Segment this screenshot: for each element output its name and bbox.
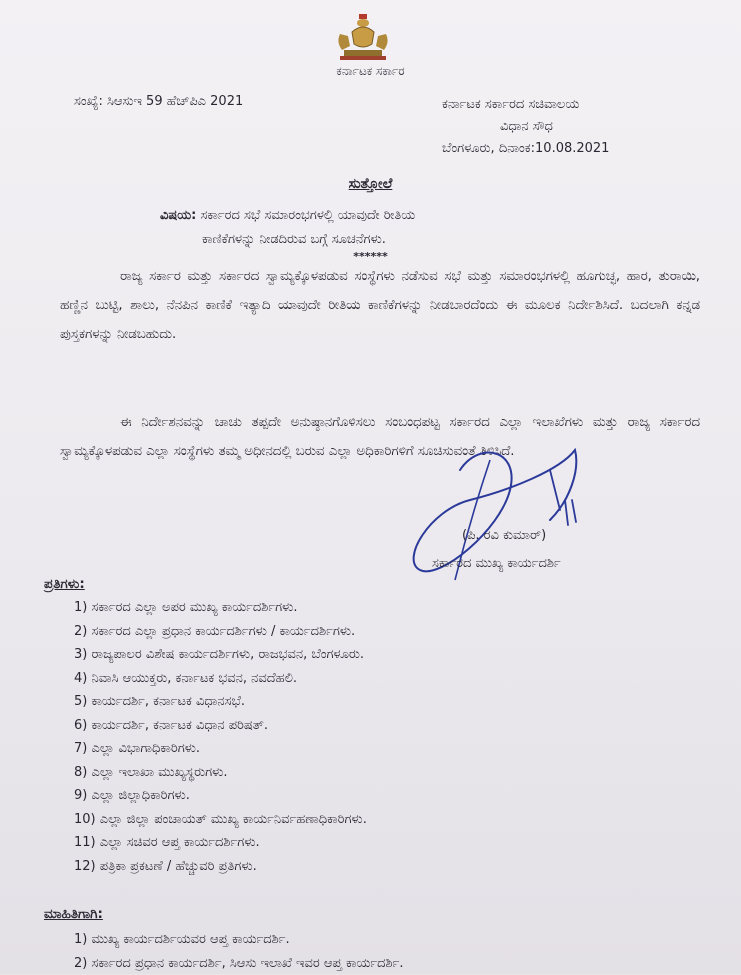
- list-item: 1) ಮುಖ್ಯ ಕಾರ್ಯದರ್ಶಿಯವರ ಆಪ್ತ ಕಾರ್ಯದರ್ಶಿ.: [74, 928, 404, 952]
- separator: ******: [0, 250, 741, 263]
- signatory-designation: ಸರ್ಕಾರದ ಮುಖ್ಯ ಕಾರ್ಯದರ್ಶಿ: [432, 556, 561, 571]
- address-line: ಬೆಂಗಳೂರು, ದಿನಾಂಕ:10.08.2021: [442, 138, 609, 160]
- subject-line-2: ಕಾಣಿಕೆಗಳನ್ನು ನೀಡದಿರುವ ಬಗ್ಗೆ ಸೂಚನೆಗಳು.: [160, 228, 620, 252]
- list-item: 5) ಕಾರ್ಯದರ್ಶಿ, ಕರ್ನಾಟಕ ವಿಧಾನಸಭೆ.: [74, 690, 367, 714]
- list-item: 10) ಎಲ್ಲಾ ಜಿಲ್ಲಾ ಪಂಚಾಯತ್ ಮುಖ್ಯ ಕಾರ್ಯನಿರ್ವಹಣಾಧಿಕಾರಿಗಳು.: [74, 808, 367, 832]
- paragraph-text: ಈ ನಿರ್ದೇಶನವನ್ನು ಚಾಚು ತಪ್ಪದೇ ಅನುಷ್ಠಾನಗೊಳಿಸಲು ಸಂಬಂಧಪಟ್ಟ ಸರ್ಕಾರದ ಎಲ್ಲಾ ಇಲಾಖೆಗಳು ಮತ್ತು ರಾಜ್ಯ ಸರ್ಕಾರದ ಸ್ವಾಮ್ಯಕ್ಕೊಳಪಡುವ ಎಲ್ಲಾ ಸಂಸ್ಥೆಗಳು ತಮ್ಮ ಅಧೀನದಲ್ಲಿ ಬರುವ ಎಲ್ಲಾ ಅಧಿಕಾರಿಗಳಿಗೆ ಸೂಚಿಸುವಂತೆ ತಿಳಿಸಿದೆ.: [60, 415, 700, 459]
- paragraph-text: ರಾಜ್ಯ ಸರ್ಕಾರ ಮತ್ತು ಸರ್ಕಾರದ ಸ್ವಾಮ್ಯಕ್ಕೊಳಪಡುವ ಸಂಸ್ಥೆಗಳು ನಡೆಸುವ ಸಭೆ ಮತ್ತು ಸಮಾರಂಭಗಳಲ್ಲಿ ಹೂಗುಚ್ಛ, ಹಾರ, ತುರಾಯಿ, ಹಣ್ಣಿನ ಬುಟ್ಟಿ, ಶಾಲು, ನೆನಪಿನ ಕಾಣಿಕೆ ಇತ್ಯಾದಿ ಯಾವುದೇ ರೀತಿಯ ಕಾಣಿಕೆಗಳನ್ನು ನೀಡಬಾರದೆಂದು ಈ ಮೂಲಕ ನಿರ್ದೇಶಿಸಿದೆ. ಬದಲಾಗಿ ಕನ್ನಡ ಪುಸ್ತಕಗಳನ್ನು ನೀಡಬಹುದು.: [60, 269, 700, 342]
- circular-title: ಸುತ್ತೋಲೆ: [0, 176, 741, 192]
- list-item: 2) ಸರ್ಕಾರದ ಎಲ್ಲಾ ಪ್ರಧಾನ ಕಾರ್ಯದರ್ಶಿಗಳು / ಕಾರ್ಯದರ್ಶಿಗಳು.: [74, 620, 367, 644]
- list-item: 3) ರಾಜ್ಯಪಾಲರ ವಿಶೇಷ ಕಾರ್ಯದರ್ಶಿಗಳು, ರಾಜಭವನ, ಬೆಂಗಳೂರು.: [74, 643, 367, 667]
- info-list: [74, 928, 404, 975]
- copies-heading: ಪ್ರತಿಗಳು:: [44, 576, 85, 592]
- handwritten-signature: [400, 430, 600, 610]
- address-line: ವಿಧಾನ ಸೌಧ: [442, 116, 609, 138]
- government-name: ಕರ್ನಾಟಕ ಸರ್ಕಾರ: [0, 64, 741, 79]
- office-address: [442, 94, 609, 160]
- list-item: 4) ನಿವಾಸಿ ಆಯುಕ್ತರು, ಕರ್ನಾಟಕ ಭವನ, ನವದೆಹಲಿ.: [74, 667, 367, 691]
- list-item: 11) ಎಲ್ಲಾ ಸಚಿವರ ಆಪ್ತ ಕಾರ್ಯದರ್ಶಿಗಳು.: [74, 831, 367, 855]
- list-item: 9) ಎಲ್ಲಾ ಜಿಲ್ಲಾಧಿಕಾರಿಗಳು.: [74, 784, 367, 808]
- karnataka-emblem-icon: [330, 14, 396, 62]
- list-item: 12) ಪತ್ರಿಕಾ ಪ್ರಕಟಣೆ / ಹೆಚ್ಚುವರಿ ಪ್ರತಿಗಳು.: [74, 855, 367, 879]
- info-heading: ಮಾಹಿತಿಗಾಗಿ:: [44, 906, 103, 922]
- subject-line-1: ಸರ್ಕಾರದ ಸಭೆ ಸಮಾರಂಭಗಳಲ್ಲಿ ಯಾವುದೇ ರೀತಿಯ: [201, 208, 416, 223]
- reference-number: ಸಂಖ್ಯೆ: ಸಿಆಸುಇ 59 ಹೆಚ್‌ಪಿಎ 2021: [74, 94, 243, 109]
- list-item: 8) ಎಲ್ಲಾ ಇಲಾಖಾ ಮುಖ್ಯಸ್ಥರುಗಳು.: [74, 761, 367, 785]
- list-item: 1) ಸರ್ಕಾರದ ಎಲ್ಲಾ ಅಪರ ಮುಖ್ಯ ಕಾರ್ಯದರ್ಶಿಗಳು.: [74, 596, 367, 620]
- body-paragraph-1: [60, 262, 700, 349]
- list-item: 6) ಕಾರ್ಯದರ್ಶಿ, ಕರ್ನಾಟಕ ವಿಧಾನ ಪರಿಷತ್.: [74, 714, 367, 738]
- list-item: 2) ಸರ್ಕಾರದ ಪ್ರಧಾನ ಕಾರ್ಯದರ್ಶಿ, ಸಿಆಸು ಇಲಾಖೆ ಇವರ ಆಪ್ತ ಕಾರ್ಯದರ್ಶಿ.: [74, 952, 404, 975]
- copies-list: [74, 596, 367, 878]
- subject-label: ವಿಷಯ:: [160, 208, 196, 223]
- subject: [160, 204, 620, 252]
- signatory-name: (ಪಿ. ರವಿ ಕುಮಾರ್): [462, 528, 546, 543]
- list-item: 7) ಎಲ್ಲಾ ವಿಭಾಗಾಧಿಕಾರಿಗಳು.: [74, 737, 367, 761]
- body-paragraph-2: [60, 408, 700, 466]
- address-line: ಕರ್ನಾಟಕ ಸರ್ಕಾರದ ಸಚಿವಾಲಯ: [442, 94, 609, 116]
